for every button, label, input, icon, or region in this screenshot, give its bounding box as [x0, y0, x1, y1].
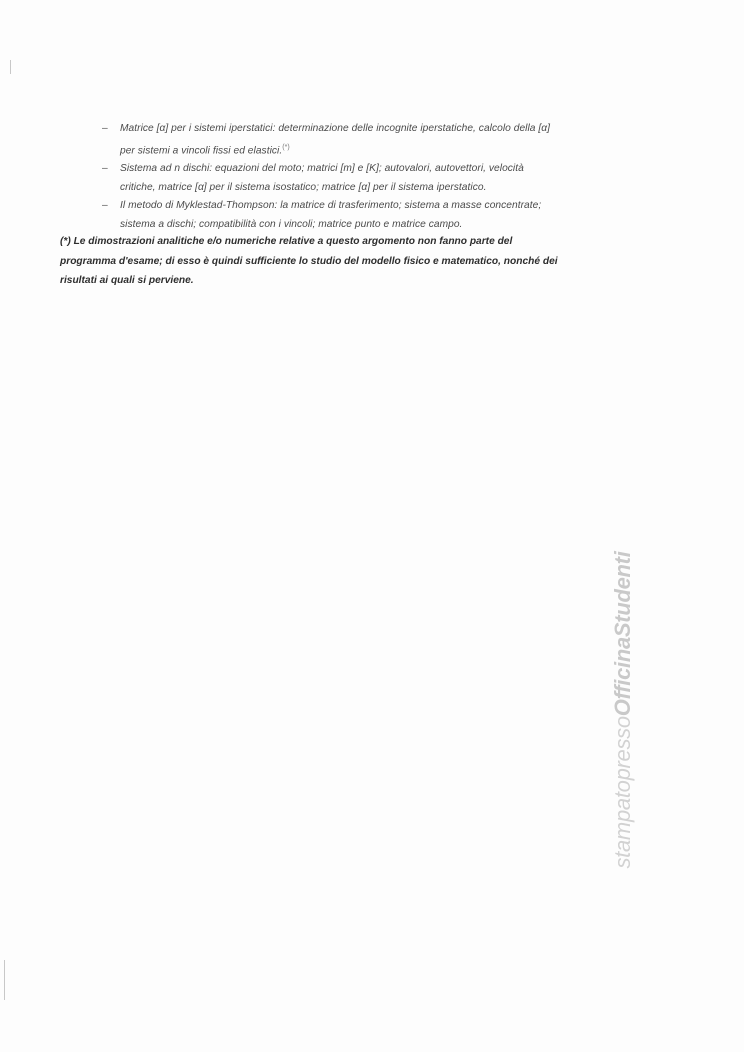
list-item [102, 197, 622, 234]
list-item-line [120, 139, 622, 161]
watermark-text-part1: stampatopresso [610, 716, 635, 869]
scan-edge-mark-top [10, 60, 11, 74]
list-bullet: – [102, 123, 108, 134]
list-item-line: sistema a dischi; compatibilità con i vincoli; matrice punto e matrice campo. [120, 218, 463, 230]
list-item-line: critiche, matrice [α] per il sistema isostatico; matrice [α] per il sistema iperstatico. [120, 181, 487, 193]
scan-edge-mark-bottom [4, 960, 5, 1000]
list-item [102, 120, 622, 160]
footnote-line: risultati ai quali si perviene. [60, 275, 194, 286]
footnote-line: programma d'esame; di esso è quindi sufficiente lo studio del modello fisico e matematico, nonché dei [60, 255, 558, 267]
topic-list [102, 120, 622, 234]
watermark-text-part2: OfficinaStudenti [610, 551, 635, 717]
list-item-line: Matrice [α] per i sistemi iperstatici: determinazione delle incognite iperstatiche, calcolo della [α] [120, 123, 551, 134]
print-watermark [610, 551, 636, 868]
list-item [102, 160, 622, 197]
list-bullet: – [102, 200, 108, 212]
footnote-line: (*) Le dimostrazioni analitiche e/o numeriche relative a questo argomento non fanno parte del [60, 236, 513, 247]
list-item-line: Il metodo di Myklestad-Thompson: la matrice di trasferimento; sistema a masse concentrate; [120, 200, 542, 212]
footnote [60, 232, 620, 291]
list-item-line: Sistema ad n dischi: equazioni del moto; matrici [m] e [K]; autovalori, autovettori, velocità [120, 163, 524, 175]
footnote-mark: (*) [282, 143, 290, 151]
list-bullet: – [102, 163, 108, 175]
list-item-line-text: per sistemi a vincoli fissi ed elastici. [120, 144, 283, 156]
